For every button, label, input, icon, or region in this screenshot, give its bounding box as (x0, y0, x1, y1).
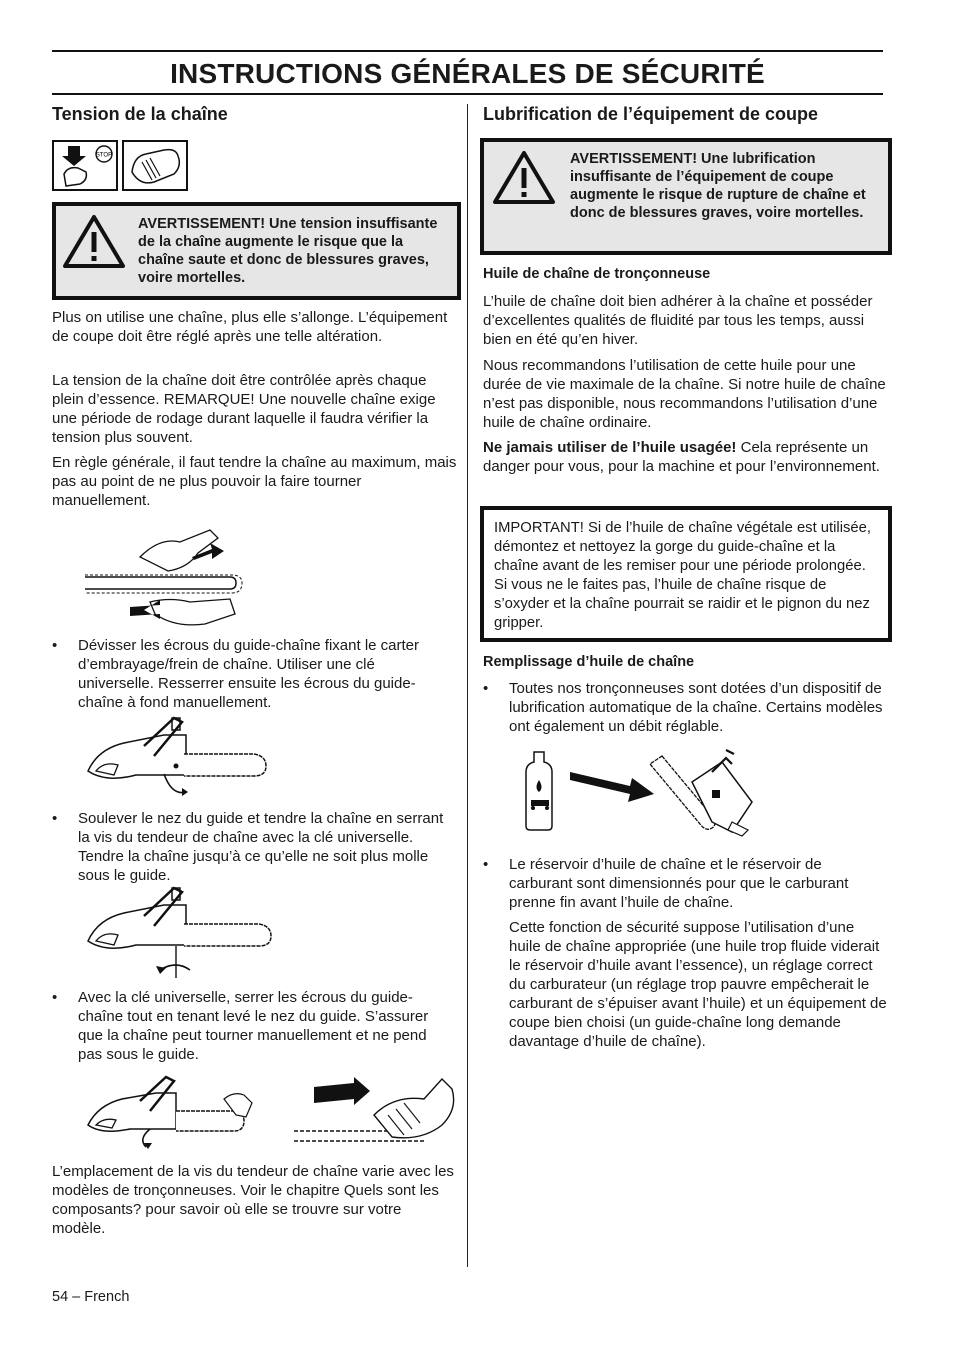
illustration-check-chain-rotation (284, 1075, 459, 1155)
warning-box-chain-tension (52, 202, 461, 300)
illustration-oil-filling (512, 742, 762, 848)
stop-engine-icon (52, 140, 118, 191)
section-heading-lubrication: Lubrification de l’équipement de coupe (483, 104, 819, 124)
illustration-tighten-nuts (84, 1075, 259, 1150)
list-item-text: Le réservoir d’huile de chaîne et le réservoir de carburant sont dimensionnés pour que le carburant prenne fin avant l’huile de chaîne. (509, 856, 849, 911)
warning-triangle-icon (492, 150, 556, 206)
bullet: • (52, 989, 58, 1006)
list-item (52, 988, 458, 1068)
warning-box-lubrication (480, 138, 892, 255)
header-rule-top (52, 50, 883, 52)
paragraph: Plus on utilise une chaîne, plus elle s’allonge. L’équipement de coupe doit être réglé après une telle altération. (52, 309, 448, 345)
header-rule-bottom (52, 93, 883, 95)
bold-warning: Ne jamais utiliser de l’huile usagée! (483, 439, 737, 456)
paragraph: L’emplacement de la vis du tendeur de chaîne varie avec les modèles de tronçonneuses. Voir le chapitre Quels sont les composants? pour savoir où elle se trouvre sur votre modèle. (52, 1163, 454, 1237)
bullet: • (52, 637, 58, 654)
page-title: INSTRUCTIONS GÉNÉRALES DE SÉCURITÉ (170, 58, 765, 89)
paragraph: En règle générale, il faut tendre la chaîne au maximum, mais pas au point de ne plus pouvoir la faire tourner manuellement. (52, 454, 457, 509)
important-text: IMPORTANT! Si de l’huile de chaîne végétale est utilisée, démontez et nettoyez la gorge du guide-chaîne et la chaîne avant de les remiser pour une période prolongée. Si vous ne le faites pas, l’huile de chaîne risque de s’oxyder et la chaîne pourrait se raidir et le pignon du nez gripper. (494, 520, 871, 631)
subheading-oil-filling: Remplissage d’huile de chaîne (483, 654, 695, 670)
column-divider (467, 104, 468, 1267)
illustration-chain-rotation (80, 517, 255, 632)
warning-text: AVERTISSEMENT! Une lubrification insuffisante de l’équipement de coupe augmente le risque de rupture de chaîne et donc de blessures graves, voire mortelles. (570, 151, 866, 221)
list-item-continuation: Cette fonction de sécurité suppose l’utilisation d’une huile de chaîne appropriée (une huile trop fluide viderait le réservoir d’huile avant l’essence), un réglage correct du carburateur (un réglage trop pauvre empêcherait le carburant de s’épuiser avant l’huile) et un équipement de coupe bien choisi (un guide-chaîne long demande davantage d’huile de chaîne). (509, 919, 887, 1050)
bullet: • (483, 856, 489, 873)
section-heading-chain-tension: Tension de la chaîne (52, 104, 228, 124)
stop-label: STOP (95, 152, 113, 159)
illustration-tension-screw (84, 886, 279, 981)
important-box (480, 506, 892, 642)
list-item (52, 636, 458, 716)
list-item (52, 809, 458, 889)
bullet: • (52, 810, 58, 827)
paragraph: L’huile de chaîne doit bien adhérer à la chaîne et posséder d’excellentes qualités de fluidité par tous les temps, aussi bien en été qu’en hiver. (483, 293, 873, 348)
list-item-text: Toutes nos tronçonneuses sont dotées d’un dispositif de lubrification automatique de la chaîne. Certains modèles ont également un débit réglable. (509, 680, 883, 735)
glove-icon (122, 140, 188, 191)
list-item (483, 855, 889, 915)
page-number: 54 – French (52, 1289, 130, 1305)
paragraph (483, 438, 889, 476)
bullet: • (483, 680, 489, 697)
paragraph: Nous recommandons l’utilisation de cette huile pour une durée de vie maximale de la chaîne. Si notre huile de chaîne n’est pas disponible, nous recommandons l’utilisation d’une huile de chaîne ordinaire. (483, 357, 886, 431)
list-item-text: Soulever le nez du guide et tendre la chaîne en serrant la vis du tendeur de chaîne avec la clé universelle. Tendre la chaîne jusqu’à ce qu’elle ne soit plus molle sous le guide. (78, 810, 444, 884)
warning-text: AVERTISSEMENT! Une tension insuffisante de la chaîne augmente le risque que la chaîne saute et donc de blessures graves, voire mortelles. (138, 216, 438, 286)
list-item-text: Avec la clé universelle, serrer les écrous du guide-chaîne tout en tenant levé le nez du guide. S’assurer que la chaîne peut tourner manuellement et ne pend pas sous le guide. (78, 989, 429, 1063)
illustration-loosen-nuts (84, 716, 274, 806)
warning-triangle-icon (62, 214, 126, 270)
paragraph-rest: Cela représente un danger pour vous, pour la machine et pour l’environnement. (483, 439, 880, 475)
subheading-chain-oil: Huile de chaîne de tronçonneuse (483, 266, 711, 282)
paragraph: La tension de la chaîne doit être contrôlée après chaque plein d’essence. REMARQUE! Une nouvelle chaîne exige une période de rodage durant laquelle il faudra vérifier la tension plus souvent. (52, 372, 436, 446)
list-item (483, 679, 889, 739)
list-item-text: Dévisser les écrous du guide-chaîne fixant le carter d’embrayage/frein de chaîne. Utiliser une clé universelle. Resserrer ensuite les écrous du guide-chaîne à fond manuellement. (78, 637, 420, 711)
